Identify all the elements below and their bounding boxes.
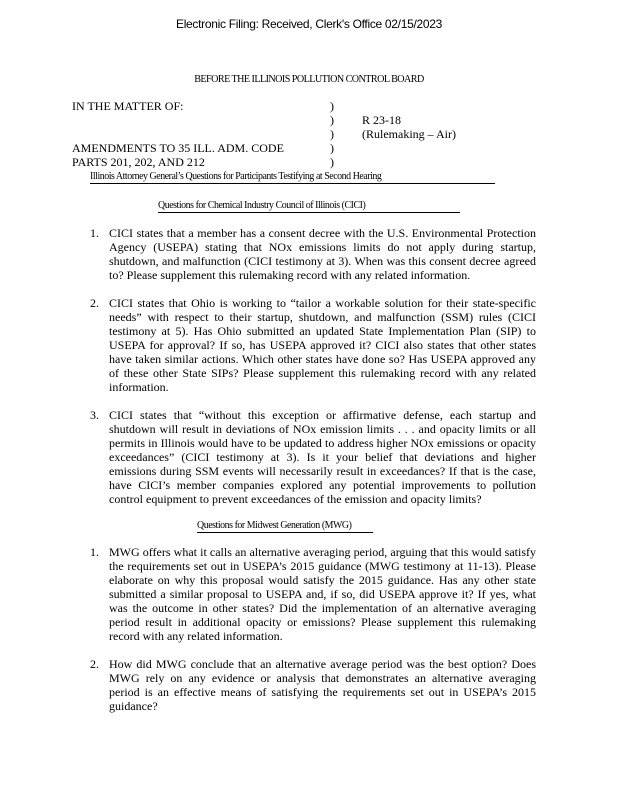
section-heading-mwg: Questions for Midwest Generation (MWG) (197, 519, 369, 531)
title-underline (90, 183, 495, 184)
question-list-mwg (90, 545, 536, 713)
caption-parentheses: ) ) ) ) ) (330, 99, 334, 169)
rulemaking-type: (Rulemaking – Air) (362, 127, 456, 141)
section-heading-cici: Questions for Chemical Industry Council of Illinois (CICI) (158, 199, 388, 211)
amendments-line-1: AMENDMENTS TO 35 ILL. ADM. CODE (72, 141, 284, 155)
amendments-line-2: PARTS 201, 202, AND 212 (72, 155, 205, 169)
question-item: 1. MWG offers what it calls an alternative averaging period, arguing that this would satisfy the requirements set out in USEPA’s 2015 guidance (MWG testimony at 11-13). Please elaborate on why this proposal would satisfy the 2015 guidance. Has any other state submitted a similar proposal to USEPA and, if so, did USEPA approve it? If yes, what was the outcome in other states? Did the implementation of an alternative averaging period result in additional opacity or emissions? Please supplement this rulemaking record with any related information. (90, 545, 536, 643)
docket-number: R 23-18 (362, 113, 401, 127)
document-title: Illinois Attorney General’s Questions for Participants Testifying at Second Hearing (90, 170, 414, 182)
question-item: 3. CICI states that “without this exception or affirmative defense, each startup and shutdown will result in deviations of NOx emission limits . . . and opacity limits or all permits in Illinois would have to be updated to address higher NOx emissions or opacity exceedances” (CICI testimony at 3). Is it your belief that deviations and higher emissions during SSM events will necessarily result in exceedances? If that is the case, have CICI’s member companies explored any potential improvements to pollution control equipment to prevent exceedances of the emission and opacity limits? (90, 408, 536, 506)
section-underline (158, 212, 460, 213)
question-item: 2. How did MWG conclude that an alternative average period was the best option? Does MWG rely on any evidence or analysis that demonstrates an alternative averaging period is an effective means of satisfying the requirements set out in USEPA’s 2015 guidance? (90, 657, 536, 713)
filing-stamp: Electronic Filing: Received, Clerk's Office 02/15/2023 (175, 17, 442, 31)
section-underline (197, 532, 373, 533)
question-list-cici (90, 226, 536, 506)
board-heading: BEFORE THE ILLINOIS POLLUTION CONTROL BOARD (194, 73, 424, 85)
caption-docket (362, 113, 522, 141)
question-item: 1. CICI states that a member has a consent decree with the U.S. Environmental Protection Agency (USEPA) stating that NOx emissions limits do not apply during startup, shutdown, and malfunction (CICI testimony at 3). When was this consent decree agreed to? Please supplement this rulemaking record with any related information. (90, 226, 536, 282)
question-item: 2. CICI states that Ohio is working to “tailor a workable solution for their state-specific needs” with respect to their startup, shutdown, and malfunction (SSM) rules (CICI testimony at 5). Has Ohio submitted an updated State Implementation Plan (SIP) to USEPA for approval? If so, has USEPA approved it? CICI also states that other states have taken similar actions. Which other states have done so? Has USEPA approved any of these other State SIPs? Please supplement this rulemaking record with any related information. (90, 296, 536, 394)
caption-matter (72, 99, 332, 169)
in-the-matter-of: IN THE MATTER OF: (72, 99, 184, 113)
